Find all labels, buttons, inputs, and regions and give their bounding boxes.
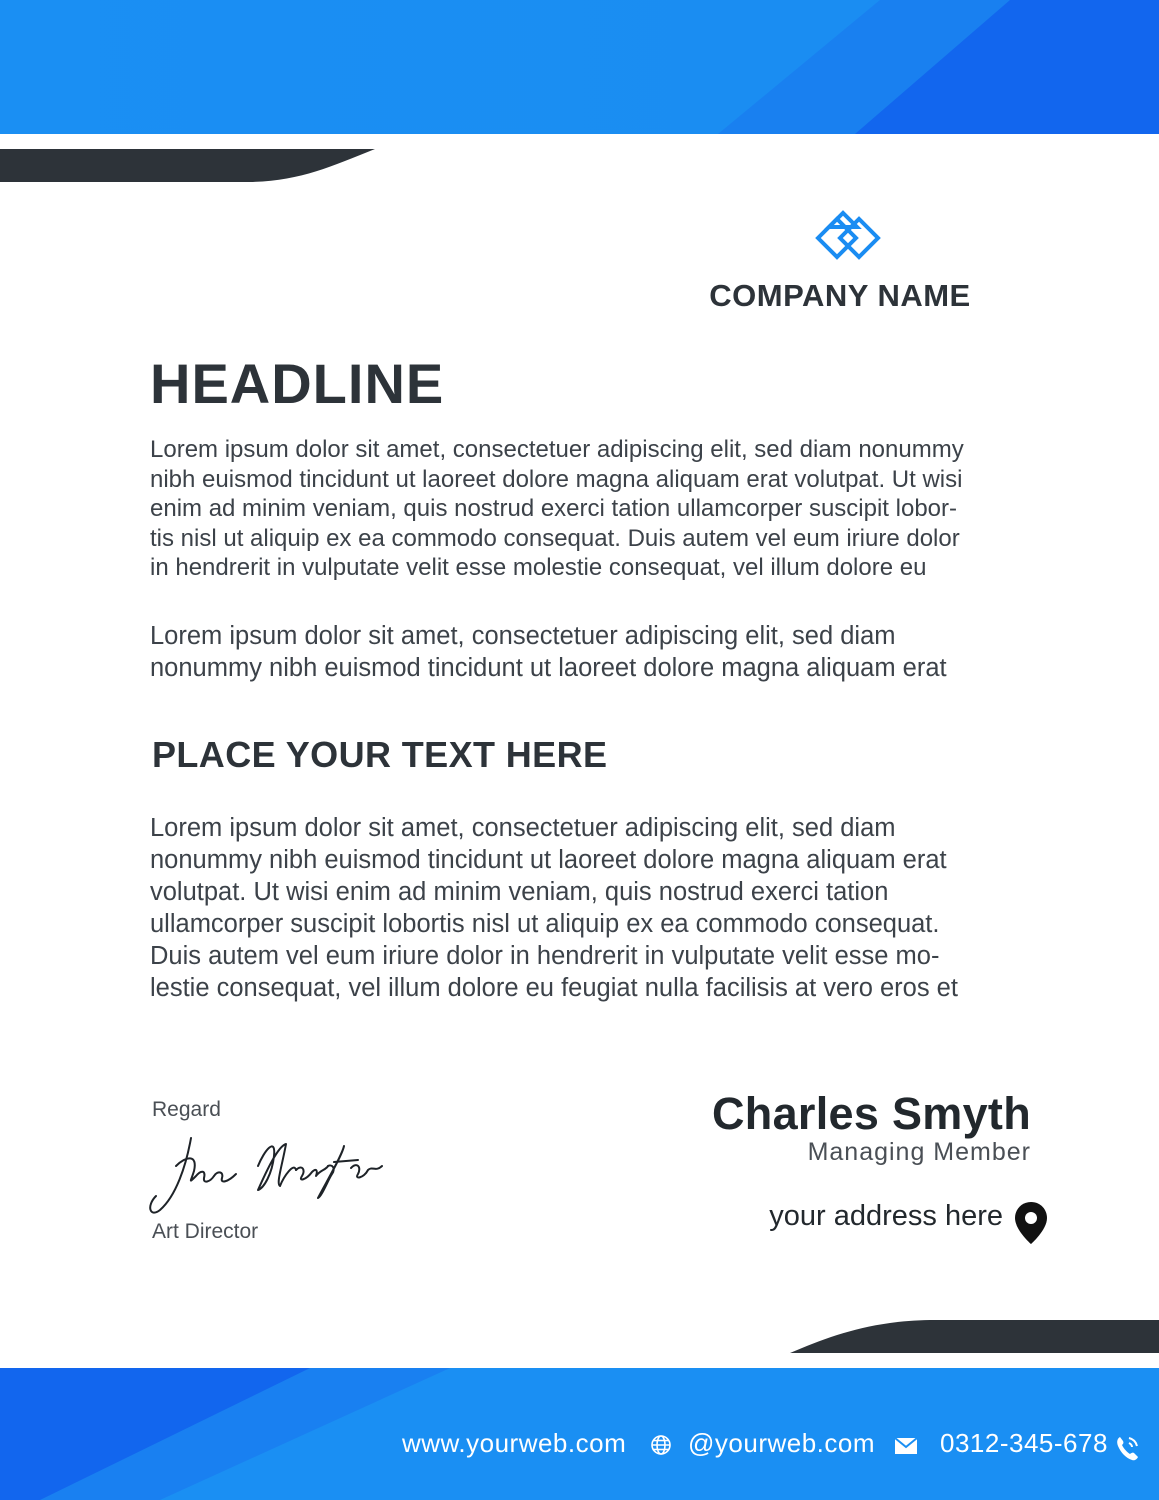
footer-social[interactable]: @yourweb.com <box>688 1428 876 1458</box>
header-band <box>0 0 1159 134</box>
headline: HEADLINE <box>150 352 445 415</box>
contact-name: Charles Smyth <box>711 1088 1031 1139</box>
phone-icon <box>1114 1434 1140 1462</box>
diamond-logo-icon <box>796 205 882 271</box>
top-dark-swoosh <box>0 147 380 183</box>
contact-address: your address here <box>769 1200 1003 1232</box>
globe-icon <box>650 1434 672 1456</box>
footer-website[interactable]: www.yourweb.com <box>402 1428 627 1458</box>
bottom-dark-swoosh <box>790 1318 1159 1354</box>
mail-icon <box>894 1437 918 1455</box>
location-pin-icon <box>1012 1200 1050 1246</box>
handwritten-signature <box>146 1126 391 1218</box>
body-paragraph-2: Lorem ipsum dolor sit amet, consectetuer adipiscing elit, sed diam nonummy nibh euismod tincidunt ut laoreet dolore magna aliquam erat <box>150 622 947 682</box>
body-paragraph-1: Lorem ipsum dolor sit amet, consectetuer adipiscing elit, sed diam nonummy nibh euismod tincidunt ut laoreet dolore magna aliquam erat volutpat. Ut wisi enim ad minim veniam, quis nostrud exerci tation ullamcorper suscipit lobor- tis nisl ut aliquip ex ea commodo consequat. Duis autem vel eum iriure dolor in hendrerit in vulputate velit esse molestie consequat, vel illum dolore eu <box>150 436 964 581</box>
section-subheading: PLACE YOUR TEXT HERE <box>152 734 608 775</box>
signer-role: Art Director <box>152 1220 259 1243</box>
company-name: COMPANY NAME <box>709 278 971 313</box>
contact-title: Managing Member <box>807 1138 1031 1166</box>
footer-phone[interactable]: 0312-345-678 <box>940 1428 1108 1458</box>
body-paragraph-3: Lorem ipsum dolor sit amet, consectetuer adipiscing elit, sed diam nonummy nibh euismod tincidunt ut laoreet dolore magna aliquam erat volutpat. Ut wisi enim ad minim veniam, quis nostrud exerci tation ullamcorper suscipit lobortis nisl ut aliquip ex ea commodo consequat. Duis autem vel eum iriure dolor in hendrerit in vulputate velit esse mo- lestie consequat, vel illum dolore eu feugiat nulla facilisis at vero eros et <box>150 814 958 1002</box>
regard-label: Regard <box>152 1098 221 1121</box>
